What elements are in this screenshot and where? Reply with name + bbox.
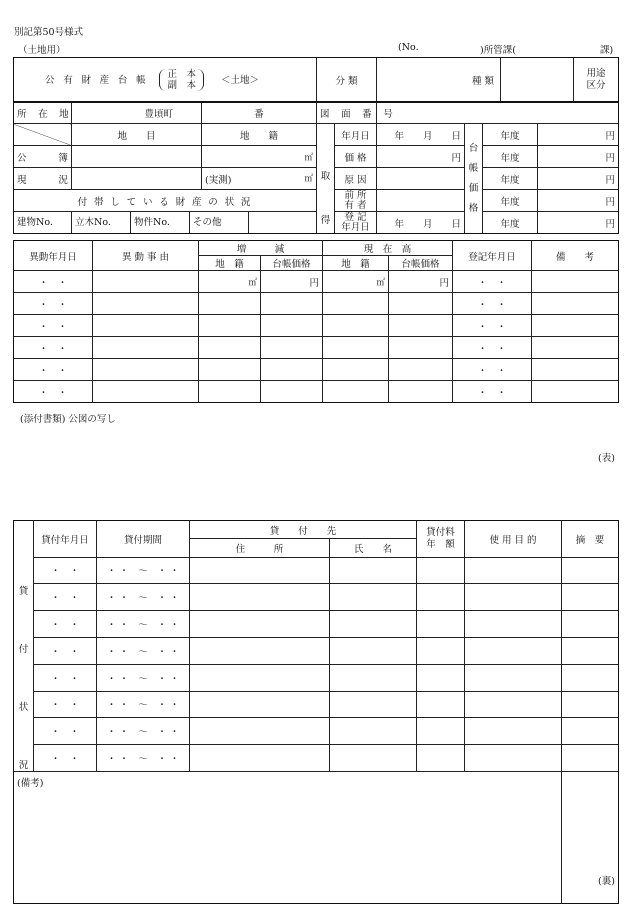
diagonal-cell (14, 124, 72, 146)
attachments-note: (添付書類) 公図の写し (20, 414, 116, 425)
lend-row-fee[interactable] (417, 745, 465, 772)
history-row-date[interactable]: ・ ・ (14, 337, 93, 359)
history-row-reason[interactable] (93, 271, 199, 293)
genkyo-label: 現 況 (14, 168, 72, 190)
history-row-reason[interactable] (93, 381, 199, 403)
purpose-header: 使 用 目 的 (465, 521, 562, 558)
history-row-reg-date[interactable]: ・ ・ (453, 359, 532, 381)
history-row-cur-price[interactable] (389, 381, 453, 403)
title-cell (14, 58, 317, 103)
bikou-label: (備考) (17, 778, 44, 789)
lend-row-fee[interactable] (417, 718, 465, 745)
history-row-inc-area[interactable]: ㎡ (199, 271, 261, 293)
lend-row-name[interactable] (330, 637, 417, 664)
lend-row-address[interactable] (190, 745, 330, 772)
price-label: 価 格 (335, 146, 377, 168)
history-row-date[interactable]: ・ ・ (14, 359, 93, 381)
history-row-cur-area[interactable] (323, 315, 389, 337)
use-area-label: 用途 区分 (574, 58, 619, 103)
lend-row-purpose[interactable] (465, 745, 562, 772)
lend-row-summary[interactable] (562, 637, 619, 664)
lend-row-period[interactable]: ・ ・ ～ ・ ・ (97, 718, 190, 745)
history-row-cur-price[interactable]: 円 (389, 271, 453, 293)
history-row-reg-date[interactable]: ・ ・ (453, 381, 532, 403)
lend-row-summary[interactable] (562, 664, 619, 691)
front-side-label: (表) (598, 453, 615, 464)
lend-row-address[interactable] (190, 637, 330, 664)
cause-label: 原 因 (335, 168, 377, 190)
history-row-inc-price[interactable] (261, 315, 323, 337)
lend-period-header: 貸付期間 (97, 521, 190, 558)
lend-row-purpose[interactable] (465, 611, 562, 638)
cur-chiseki-header: 地 籍 (323, 256, 389, 271)
history-row-reg-date[interactable]: ・ ・ (453, 315, 532, 337)
lend-row-name[interactable] (330, 664, 417, 691)
duplicate-label: 副 本 (167, 80, 196, 91)
price-3[interactable]: 円 (538, 168, 619, 190)
ka-label: 課) (600, 45, 614, 56)
history-row-inc-price[interactable] (261, 337, 323, 359)
lend-row-period[interactable]: ・ ・ ～ ・ ・ (97, 611, 190, 638)
history-row-inc-area[interactable] (199, 381, 261, 403)
current-header: 現 在 高 (323, 241, 453, 256)
chiseki-label: 地 籍 (202, 124, 317, 146)
registration-date-header: 登記年月日 (453, 241, 532, 271)
summary-header: 摘 要 (562, 521, 619, 558)
lend-row-purpose[interactable] (465, 557, 562, 584)
history-row-cur-area[interactable]: ㎡ (323, 271, 389, 293)
acquisition-vertical: 取 得 (317, 124, 335, 234)
form-number: 別記第50号様式 (14, 27, 84, 38)
back-side-label: (裏) (598, 876, 615, 887)
history-row-reg-date[interactable]: ・ ・ (453, 271, 532, 293)
lend-row-purpose[interactable] (465, 718, 562, 745)
lend-row-period[interactable]: ・ ・ ～ ・ ・ (97, 745, 190, 772)
lend-row-summary[interactable] (562, 611, 619, 638)
lend-row-period[interactable]: ・ ・ ～ ・ ・ (97, 691, 190, 718)
change-reason-header: 異 動 事 由 (93, 241, 199, 271)
lend-row-period[interactable]: ・ ・ ～ ・ ・ (97, 637, 190, 664)
price-1[interactable]: 円 (538, 124, 619, 146)
history-row-reason[interactable] (93, 315, 199, 337)
lend-row-fee[interactable] (417, 637, 465, 664)
history-row-cur-area[interactable] (323, 337, 389, 359)
lend-row-purpose[interactable] (465, 691, 562, 718)
lend-row-date[interactable]: ・ ・ (34, 611, 97, 638)
lend-row-date[interactable]: ・ ・ (34, 584, 97, 611)
history-row-cur-area[interactable] (323, 381, 389, 403)
prev-owner-value[interactable] (377, 190, 465, 212)
lend-row-summary[interactable] (562, 584, 619, 611)
nendo-3: 年度 (483, 168, 538, 190)
lending-remarks-area[interactable] (14, 772, 562, 904)
history-row-cur-price[interactable] (389, 315, 453, 337)
lend-row-address[interactable] (190, 557, 330, 584)
history-row-reason[interactable] (93, 359, 199, 381)
address-header: 住 所 (190, 539, 330, 557)
genkyo-area[interactable]: (実測) ㎡ (202, 168, 317, 190)
tree-no[interactable]: 立木No. (72, 212, 131, 233)
lend-row-address[interactable] (190, 718, 330, 745)
lend-row-address[interactable] (190, 584, 330, 611)
lend-row-name[interactable] (330, 718, 417, 745)
history-row-reg-date[interactable]: ・ ・ (453, 293, 532, 315)
classification-label: 分 類 (317, 58, 377, 103)
front-main-table (13, 101, 619, 234)
date-label: 年月日 (335, 124, 377, 146)
lending-status-vertical: 貸 付 状 況 (14, 521, 34, 772)
nendo-1: 年度 (483, 124, 538, 146)
history-row-inc-price[interactable] (261, 293, 323, 315)
original-label: 正 本 (167, 69, 196, 80)
kind-label: 種 類 (377, 58, 501, 103)
lend-row-date[interactable]: ・ ・ (34, 691, 97, 718)
name-header: 氏 名 (330, 539, 417, 557)
kobo-chimoku[interactable] (72, 146, 202, 168)
prev-owner-label: 前 所 有 者 (335, 190, 377, 212)
lend-row-period[interactable]: ・ ・ ～ ・ ・ (97, 664, 190, 691)
lend-row-fee[interactable] (417, 584, 465, 611)
lend-row-address[interactable] (190, 611, 330, 638)
lend-date-header: 貸付年月日 (34, 521, 97, 558)
history-row-remarks[interactable] (532, 315, 619, 337)
lend-row-date[interactable]: ・ ・ (34, 637, 97, 664)
chimoku-label: 地 目 (72, 124, 202, 146)
nendo-4: 年度 (483, 190, 538, 212)
history-row-reason[interactable] (93, 337, 199, 359)
remarks-header: 備 考 (532, 241, 619, 271)
history-row-inc-price[interactable] (261, 381, 323, 403)
no-label: (No. (398, 42, 419, 53)
history-row-inc-area[interactable] (199, 293, 261, 315)
lend-row-fee[interactable] (417, 664, 465, 691)
lend-row-date[interactable]: ・ ・ (34, 745, 97, 772)
kobo-area[interactable]: ㎡ (202, 146, 317, 168)
history-row-date[interactable]: ・ ・ (14, 381, 93, 403)
history-row-remarks[interactable] (532, 381, 619, 403)
registration-label: 登 記 年月日 (335, 212, 377, 234)
fee-header: 貸付料 年 額 (417, 521, 465, 558)
history-row-date[interactable]: ・ ・ (14, 271, 93, 293)
history-row-inc-area[interactable] (199, 315, 261, 337)
change-history-table (13, 240, 619, 403)
history-row-cur-price[interactable] (389, 293, 453, 315)
lend-row-name[interactable] (330, 584, 417, 611)
map-number-value[interactable] (377, 102, 619, 124)
lend-row-name[interactable] (330, 611, 417, 638)
lessee-header: 貸 付 先 (190, 521, 417, 539)
history-row-reg-date[interactable]: ・ ・ (453, 337, 532, 359)
history-row-date[interactable]: ・ ・ (14, 315, 93, 337)
nendo-5: 年度 (483, 212, 538, 234)
copy-type-bracket (159, 69, 204, 91)
item-no[interactable]: 物件No. (131, 212, 190, 233)
town-value[interactable]: 豊頃町 (72, 102, 202, 124)
attached-property-label: 付 帯 し て い る 財 産 の 状 況 (14, 190, 317, 212)
lend-row-name[interactable] (330, 557, 417, 584)
cause-value[interactable] (377, 168, 465, 190)
acquisition-price[interactable]: 円 (377, 146, 465, 168)
lend-row-date[interactable]: ・ ・ (34, 664, 97, 691)
history-row-date[interactable]: ・ ・ (14, 293, 93, 315)
history-row-remarks[interactable] (532, 293, 619, 315)
office-label: )所管課( (480, 45, 516, 56)
lend-row-period[interactable]: ・ ・ ～ ・ ・ (97, 584, 190, 611)
price-4[interactable]: 円 (538, 190, 619, 212)
lend-row-summary[interactable] (562, 557, 619, 584)
lend-row-date[interactable]: ・ ・ (34, 557, 97, 584)
nendo-2: 年度 (483, 146, 538, 168)
price-2[interactable]: 円 (538, 146, 619, 168)
lending-table (13, 520, 619, 904)
acquisition-date[interactable]: 年 月 日 (377, 124, 465, 146)
lend-row-period[interactable]: ・ ・ ～ ・ ・ (97, 557, 190, 584)
price-5[interactable]: 円 (538, 212, 619, 234)
history-row-remarks[interactable] (532, 359, 619, 381)
inc-price-header: 台帳価格 (261, 256, 323, 271)
ban-value[interactable]: 番 (202, 102, 317, 124)
history-row-cur-area[interactable] (323, 293, 389, 315)
lend-row-fee[interactable] (417, 611, 465, 638)
history-row-inc-area[interactable] (199, 359, 261, 381)
increase-decrease-header: 増 減 (199, 241, 323, 256)
lend-row-date[interactable]: ・ ・ (34, 718, 97, 745)
attached-items-cell (14, 212, 317, 234)
genkyo-chimoku[interactable] (72, 168, 202, 190)
inc-chiseki-header: 地 籍 (199, 256, 261, 271)
lend-row-summary[interactable] (562, 691, 619, 718)
ledger-title: 公 有 財 産 台 帳 (45, 74, 149, 86)
history-row-inc-price[interactable] (261, 359, 323, 381)
registration-date-value[interactable]: 年 月 日 (377, 212, 465, 234)
history-row-remarks[interactable] (532, 271, 619, 293)
map-number-label: 図 面 番 号 (317, 102, 377, 124)
ledger-price-vertical: 台 帳 価 格 (465, 124, 483, 234)
cur-price-header: 台帳価格 (389, 256, 453, 271)
location-label: 所 在 地 (14, 102, 72, 124)
lend-row-name[interactable] (330, 745, 417, 772)
lend-row-summary[interactable] (562, 745, 619, 772)
other-no[interactable]: その他 (190, 212, 249, 233)
land-use-label: （土地用） (18, 45, 66, 56)
history-row-inc-area[interactable] (199, 337, 261, 359)
lend-row-fee[interactable] (417, 691, 465, 718)
lend-row-purpose[interactable] (465, 584, 562, 611)
history-row-cur-area[interactable] (323, 359, 389, 381)
history-row-reason[interactable] (93, 293, 199, 315)
lend-row-summary[interactable] (562, 718, 619, 745)
lend-row-name[interactable] (330, 691, 417, 718)
change-date-header: 異動年月日 (14, 241, 93, 271)
history-row-remarks[interactable] (532, 337, 619, 359)
history-row-cur-price[interactable] (389, 337, 453, 359)
lend-row-purpose[interactable] (465, 664, 562, 691)
lend-row-address[interactable] (190, 664, 330, 691)
lend-row-address[interactable] (190, 691, 330, 718)
front-top-table (13, 57, 619, 103)
history-row-cur-price[interactable] (389, 359, 453, 381)
kobo-label: 公 簿 (14, 146, 72, 168)
kind-value[interactable] (501, 58, 574, 103)
history-row-inc-price[interactable]: 円 (261, 271, 323, 293)
lend-row-fee[interactable] (417, 557, 465, 584)
building-no[interactable]: 建物No. (14, 212, 72, 233)
lend-row-purpose[interactable] (465, 637, 562, 664)
land-label: ＜土地＞ (221, 74, 260, 86)
